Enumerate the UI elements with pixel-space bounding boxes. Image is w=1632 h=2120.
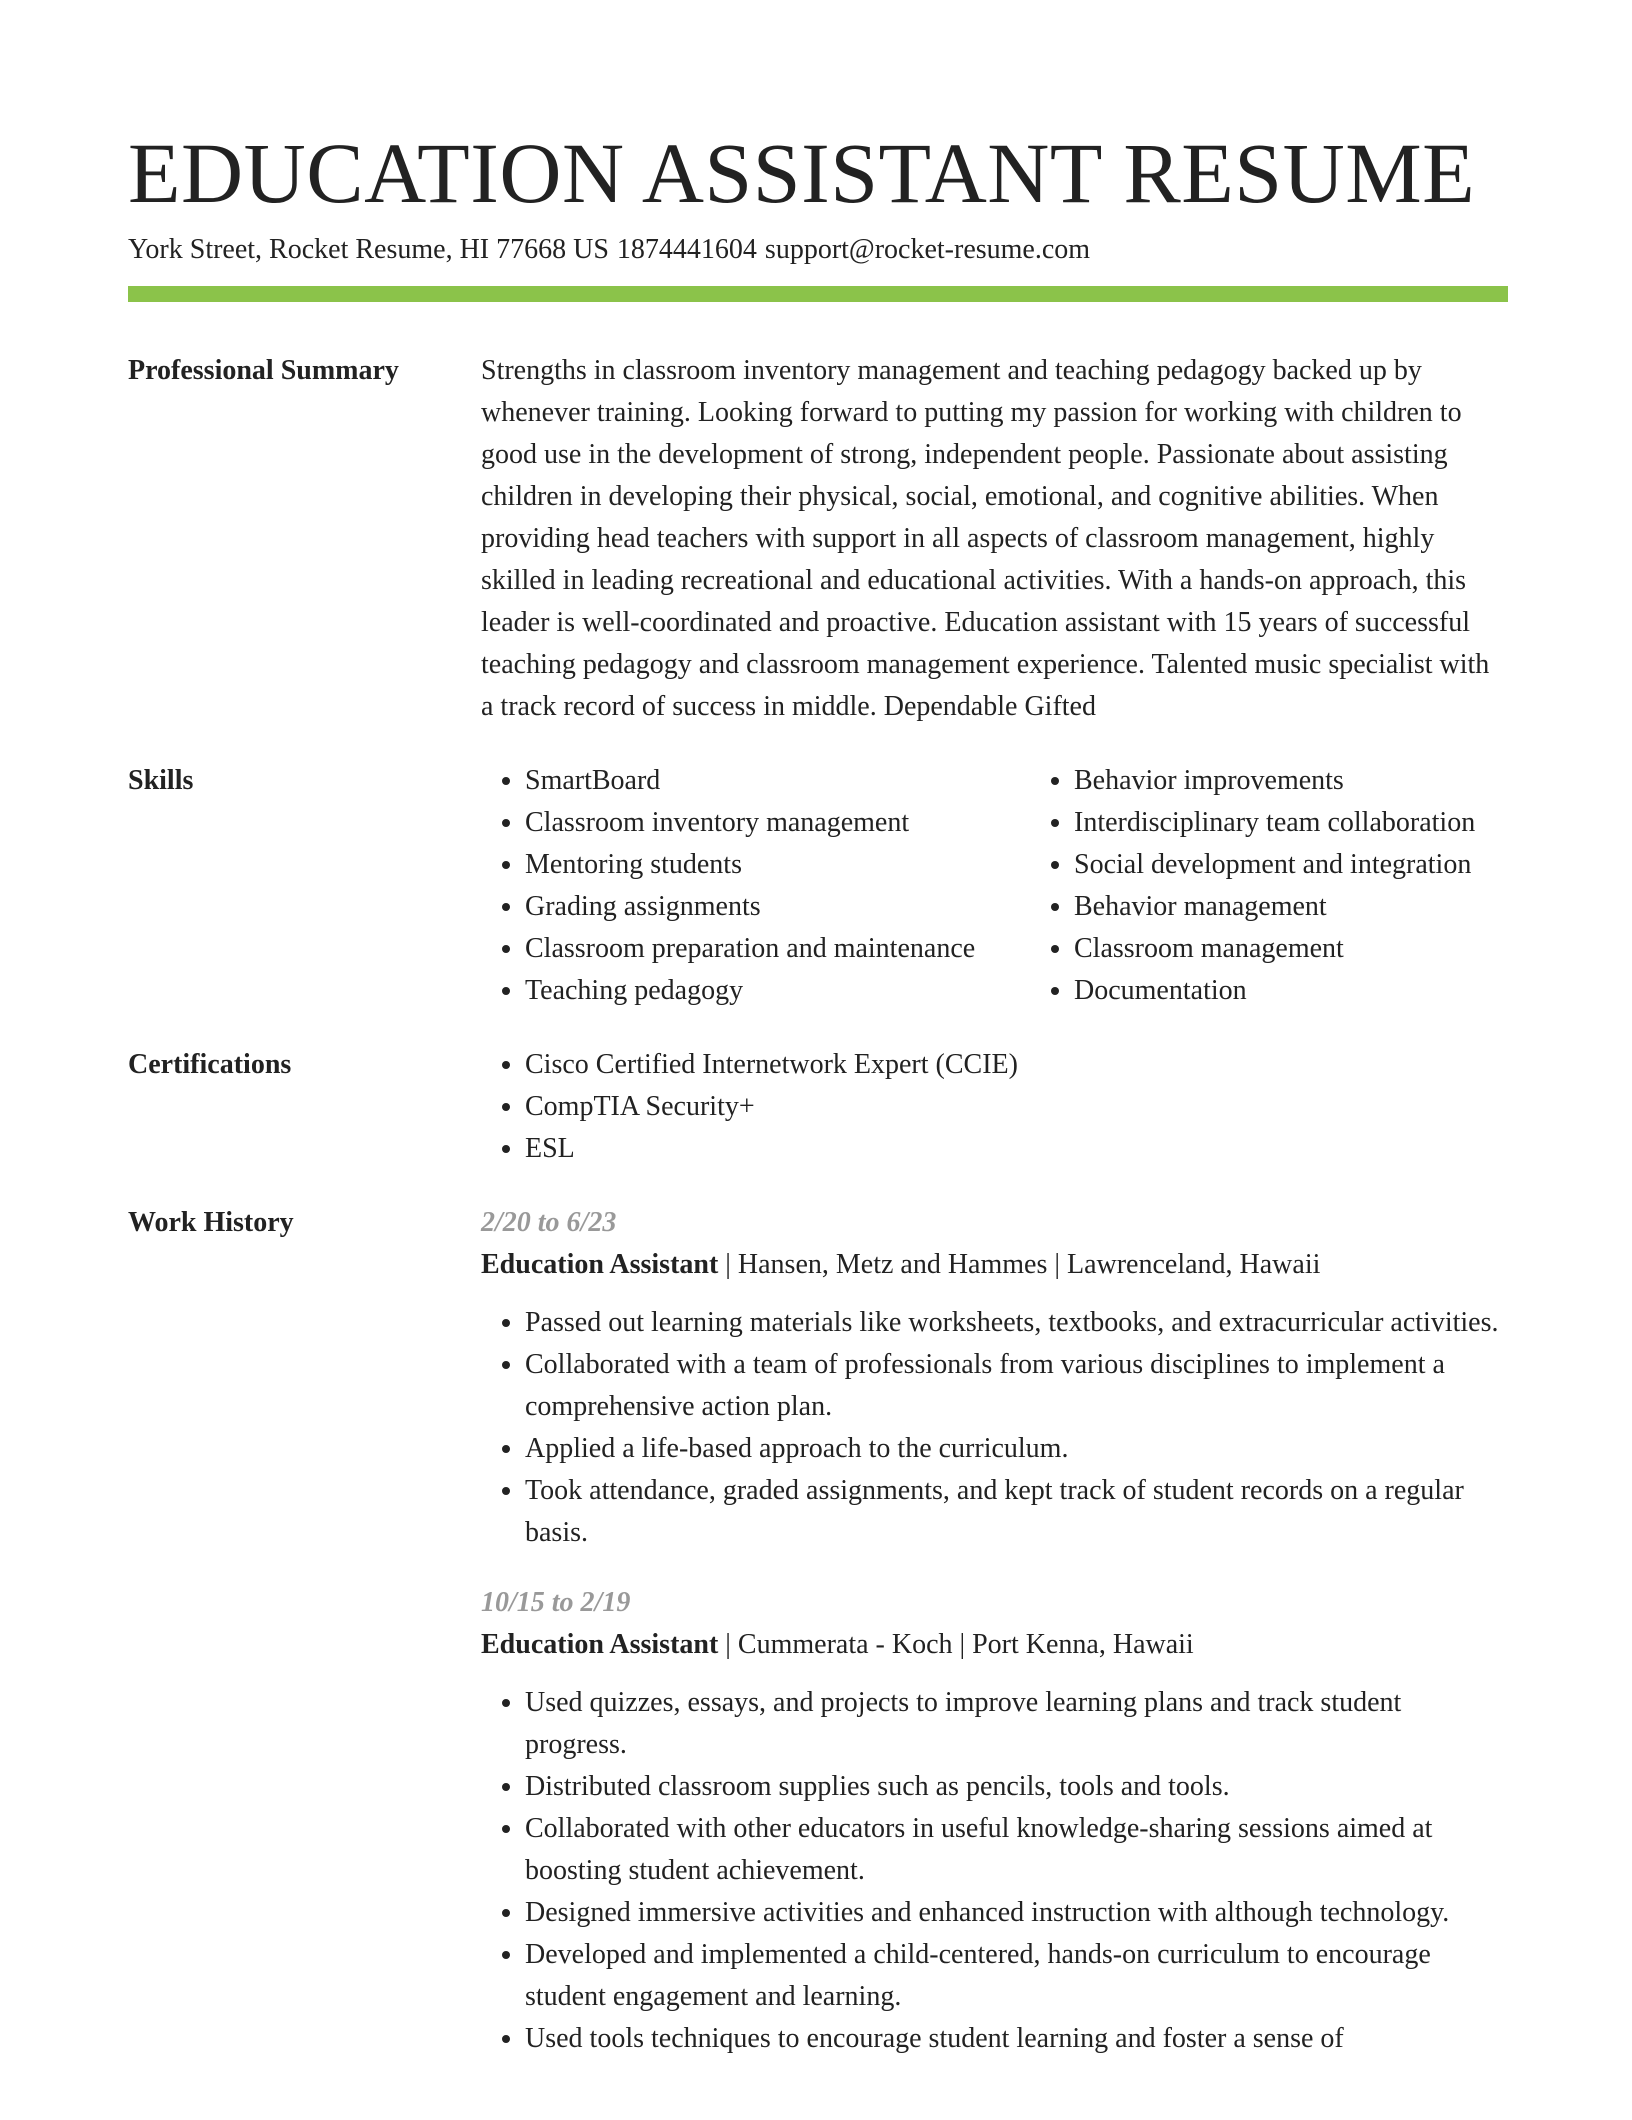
certifications-body: [481, 1044, 1508, 1170]
job-dates: 10/15 to 2/19: [481, 1587, 631, 1618]
job-duty: • Collaborated with other educators in useful knowledge-sharing sessions aimed at boosting student achievement.: [525, 1808, 1508, 1892]
job-duty: • Distributed classroom supplies such as pencils, tools and tools.: [525, 1766, 1508, 1808]
job-duty: • Developed and implemented a child-centered, hands-on curriculum to encourage student engagement and learning.: [525, 1934, 1508, 2018]
skill-item: • Mentoring students: [525, 844, 1030, 886]
job-duty: • Designed immersive activities and enhanced instruction with although technology.: [525, 1892, 1508, 1934]
job-duty: • Collaborated with a team of professionals from various disciplines to implement a comprehensive action plan.: [525, 1344, 1508, 1428]
job-entry: [481, 1202, 1508, 1554]
certifications-list: [481, 1044, 1508, 1170]
job-duty: • Used tools techniques to encourage student learning and foster a sense of: [525, 2018, 1508, 2060]
job-duties-list: [481, 1682, 1508, 2060]
certification-item: • ESL: [525, 1128, 1508, 1170]
job-dates: 2/20 to 6/23: [481, 1207, 617, 1238]
work-history-body: [481, 1202, 1508, 2088]
job-duty: • Passed out learning materials like worksheets, textbooks, and extracurricular activities.: [525, 1302, 1508, 1344]
skill-item: • Documentation: [1074, 970, 1475, 1012]
summary-text: Strengths in classroom inventory management and teaching pedagogy backed up by whenever training. Looking forward to putting my passion for working with children to good use in the development of strong, independent people. Passionate about assisting children in developing their physical, social, emotional, and cognitive abilities. When providing head teachers with support in all aspects of classroom management, highly skilled in leading recreational and educational activities. With a hands-on approach, this leader is well-coordinated and proactive. Education assistant with 15 years of successful teaching pedagogy and classroom management experience. Talented music specialist with a track record of success in middle. Dependable Gifted: [481, 355, 1490, 722]
job-duty: • Took attendance, graded assignments, and kept track of student records on a regular basis.: [525, 1470, 1508, 1554]
skill-item: • Grading assignments: [525, 886, 1030, 928]
skills-body: [481, 760, 1508, 1012]
skill-item: • Social development and integration: [1074, 844, 1475, 886]
job-duties-list: [481, 1302, 1508, 1554]
resume-title: EDUCATION ASSISTANT RESUME: [128, 125, 1476, 221]
summary-section: [128, 350, 1508, 728]
contact-line: [128, 232, 1090, 268]
skills-section: [128, 760, 1508, 1012]
skills-list-right: [1030, 760, 1475, 1012]
work-history-section: [128, 1202, 1508, 2088]
skill-item: • Interdisciplinary team collaboration: [1074, 802, 1475, 844]
skill-item: • Classroom preparation and maintenance: [525, 928, 1030, 970]
contact-phone: 1874441604: [616, 234, 757, 265]
job-entry: [481, 1582, 1508, 2060]
skills-list-left: [481, 760, 1030, 1012]
header-divider: [128, 286, 1508, 302]
skill-item: • Teaching pedagogy: [525, 970, 1030, 1012]
job-heading: [481, 1624, 1508, 1666]
skill-item: • SmartBoard: [525, 760, 1030, 802]
job-title: Education Assistant: [481, 1629, 719, 1660]
resume-sections: [128, 350, 1508, 2120]
summary-body: [481, 350, 1508, 728]
contact-email: support@rocket-resume.com: [764, 234, 1091, 265]
certification-item: • CompTIA Security+: [525, 1086, 1508, 1128]
job-heading: [481, 1244, 1508, 1286]
skill-item: • Behavior management: [1074, 886, 1475, 928]
certifications-section: [128, 1044, 1508, 1170]
certification-item: • Cisco Certified Internetwork Expert (CCIE): [525, 1044, 1508, 1086]
contact-address: York Street, Rocket Resume, HI 77668 US: [128, 234, 609, 265]
section-label-certifications: Certifications: [128, 1049, 292, 1080]
skill-item: • Classroom inventory management: [525, 802, 1030, 844]
skill-item: • Behavior improvements: [1074, 760, 1475, 802]
section-label-skills: Skills: [128, 765, 194, 796]
job-employer-location: | Hansen, Metz and Hammes | Lawrenceland, Hawaii: [718, 1249, 1321, 1280]
job-employer-location: | Cummerata - Koch | Port Kenna, Hawaii: [718, 1629, 1194, 1660]
section-label-summary: Professional Summary: [128, 355, 399, 386]
job-duty: • Used quizzes, essays, and projects to improve learning plans and track student progress.: [525, 1682, 1508, 1766]
job-duty: • Applied a life-based approach to the curriculum.: [525, 1428, 1508, 1470]
section-label-work-history: Work History: [128, 1207, 294, 1238]
skill-item: • Classroom management: [1074, 928, 1475, 970]
job-title: Education Assistant: [481, 1249, 719, 1280]
